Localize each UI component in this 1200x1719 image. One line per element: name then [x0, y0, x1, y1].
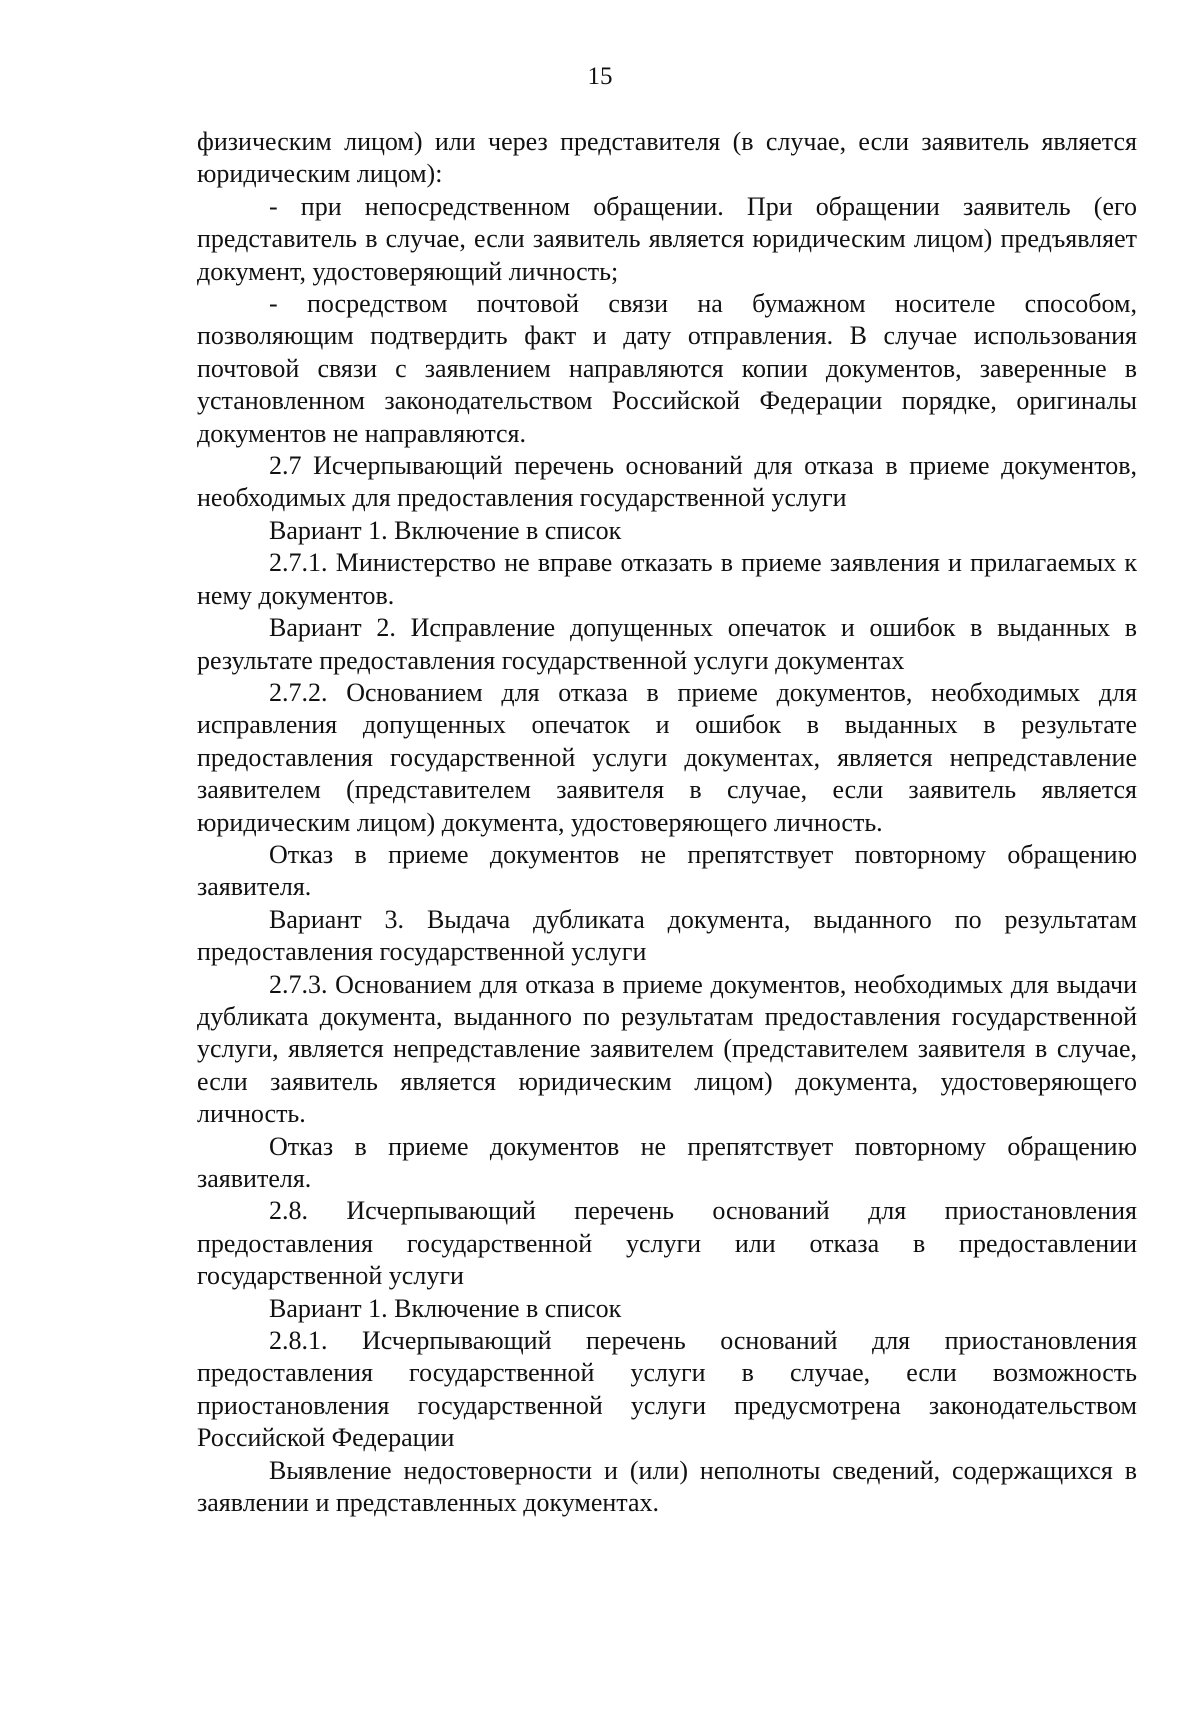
paragraph: Отказ в приеме документов не препятствует повторному обращению заявителя. [197, 1131, 1137, 1193]
paragraph: Вариант 2. Исправление допущенных опечаток и ошибок в выданных в результате предоставления государственной услуги документах [197, 613, 1137, 675]
paragraph: физическим лицом) или через представителя (в случае, если заявитель является юридическим лицом): [197, 127, 1137, 189]
document-body [197, 126, 1137, 1519]
paragraph: 2.7.1. Министерство не вправе отказать в приеме заявления и прилагаемых к нему документов. [197, 548, 1137, 610]
paragraph: - при непосредственном обращении. При обращении заявитель (его представитель в случае, если заявитель является юридическим лицом) предъявляет документ, удостоверяющий личность; [197, 191, 1137, 286]
paragraph: Вариант 1. Включение в список [269, 1293, 622, 1323]
paragraph: Вариант 3. Выдача дубликата документа, выданного по результатам предоставления государственной услуги [197, 904, 1137, 967]
paragraph: - посредством почтовой связи на бумажном носителе способом, позволяющим подтвердить факт и дату отправления. В случае использования почтовой связи с заявлением направляются копии документов, заверенные в установленном законодательством Российской Федерации порядке, оригиналы документов не направляются. [197, 289, 1137, 448]
paragraph: 2.8. Исчерпывающий перечень оснований для приостановления предоставления государственной услуги или отказа в предоставлении государственной услуги [197, 1196, 1137, 1291]
paragraph: 2.7 Исчерпывающий перечень оснований для отказа в приеме документов, необходимых для предоставления государственной услуги [197, 451, 1137, 513]
page-number: 15 [587, 63, 613, 90]
paragraph: 2.8.1. Исчерпывающий перечень оснований для приостановления предоставления государственной услуги в случае, если возможность приостановления государственной услуги предусмотрена законодательством Российской Федерации [197, 1326, 1137, 1453]
paragraph: 2.7.2. Основанием для отказа в приеме документов, необходимых для исправления допущенных опечаток и ошибок в выданных в результате предоставления государственной услуги документах, является непредставление заявителем (представителем заявителя в случае, если заявитель является юридическим лицом) документа, удостоверяющего личность. [197, 677, 1137, 837]
paragraph: 2.7.3. Основанием для отказа в приеме документов, необходимых для выдачи дубликата документа, выданного по результатам предоставления государственной услуги, является непредставление заявителем (представителем заявителя в случае, если заявитель является юридическим лицом) документа, удостоверяющего личность. [197, 969, 1137, 1129]
paragraph: Выявление недостоверности и (или) неполноты сведений, содержащихся в заявлении и представленных документах. [197, 1455, 1137, 1518]
paragraph: Отказ в приеме документов не препятствует повторному обращению заявителя. [197, 839, 1137, 902]
paragraph: Вариант 1. Включение в список [269, 515, 622, 545]
